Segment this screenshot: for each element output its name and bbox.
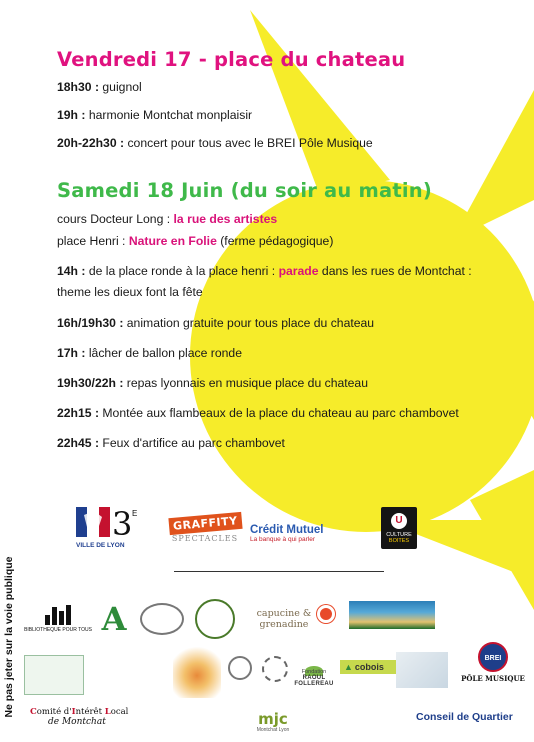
- friday-item-2: 19h : harmonie Montchat monplaisir: [57, 108, 253, 122]
- seal-icon: [228, 656, 252, 680]
- bibliotheque-logo: [24, 603, 92, 635]
- mjc-sub: Montchat Lyon: [256, 726, 290, 733]
- script-logo: [100, 654, 158, 688]
- saturday-item-5: 22h45 : Feux d'artifice au parc chambovet: [57, 436, 285, 450]
- kids-photo-logo: [396, 652, 448, 688]
- lyon-3-number: 3: [112, 505, 133, 543]
- saturday-artists-line: cours Docteur Long : la rue des artistes: [57, 212, 278, 226]
- raoul-follereau-text: [290, 666, 338, 690]
- comite-interet-local-logo: [30, 704, 130, 730]
- conseil-de-quartier: Conseil de Quartier: [416, 711, 513, 723]
- saturday-nature-line: place Henri : Nature en Folie (ferme pédagogique): [57, 234, 334, 248]
- saturday-item-4: 22h15 : Montée aux flambeaux de la place du chateau au parc chambovet: [57, 406, 459, 420]
- credit-mutuel-logo: [250, 518, 346, 548]
- litter-notice: Ne pas jeter sur la voie publique: [3, 556, 15, 718]
- lyon-3e-logo: [76, 507, 160, 549]
- culture-logo: [381, 507, 417, 549]
- swirl-icon: [262, 656, 288, 682]
- saturday-title: Samedi 18 Juin (du soir au matin): [57, 179, 432, 202]
- credit-mutuel-name: Crédit Mutuel: [250, 523, 324, 536]
- cobois-label: cobois: [354, 662, 384, 672]
- raoul-small: Fondation: [301, 669, 327, 675]
- comite-line1: Comité d'Intérêt Local: [30, 707, 129, 717]
- capucine-grenadine-logo: [252, 605, 316, 633]
- round-badge-logo: [195, 599, 235, 639]
- friday-item-3: 20h-22h30 : concert pour tous avec le BREI Pôle Musique: [57, 136, 373, 150]
- mjc-logo: [252, 705, 294, 739]
- friday-title: Vendredi 17 - place du chateau: [57, 48, 406, 71]
- friday-item-1: 18h30 : guignol: [57, 80, 142, 94]
- saturday-parade-theme: theme les dieux font la fête: [57, 285, 203, 299]
- maison-logo: [24, 655, 84, 695]
- capucine-line2: grenadine: [259, 619, 309, 630]
- culture-label: CULTURE: [386, 531, 412, 538]
- pole-musique-label: PÔLE MUSIQUE: [461, 673, 525, 683]
- lyon-label: VILLE DE LYON: [76, 542, 125, 549]
- sponsor-divider: [174, 571, 384, 572]
- lyon-flag-icon: [76, 507, 110, 537]
- saturday-item-2: 17h : lâcher de ballon place ronde: [57, 346, 242, 360]
- graffity-top: GRAFFITY: [168, 512, 242, 535]
- bibliotheque-label: BIBLIOTHEQUE POUR TOUS: [24, 627, 92, 633]
- lyon-e-suffix: E: [132, 509, 138, 518]
- flower-icon: [317, 605, 335, 623]
- oval-logo: [140, 603, 184, 635]
- mjc-label: mjc: [258, 709, 288, 728]
- comite-line2: de Montchat: [48, 717, 106, 727]
- archer-logo: [173, 642, 221, 698]
- cobois-leaf-icon: ▲: [344, 662, 353, 672]
- bibliotheque-icon: [45, 605, 71, 625]
- culture-sub: BOITES: [388, 537, 410, 544]
- beach-photo-logo: [349, 601, 435, 629]
- saturday-parade-line: 14h : de la place ronde à la place henri : parade dans les rues de Montchat :: [57, 264, 472, 278]
- culture-u-icon: U: [391, 513, 407, 529]
- credit-mutuel-tagline: La banque à qui parler: [250, 535, 316, 543]
- saturday-item-3: 19h30/22h : repas lyonnais en musique place du chateau: [57, 376, 368, 390]
- raoul-name: RAOUL FOLLEREAU: [294, 675, 334, 687]
- pole-musique-logo: [461, 637, 525, 687]
- pole-badge-icon: BREI: [478, 642, 508, 672]
- cobois-logo: [340, 660, 396, 674]
- graffity-logo: [170, 509, 240, 549]
- saturday-item-1: 16h/19h30 : animation gratuite pour tous place du chateau: [57, 316, 375, 330]
- capucine-line1: capucine &: [256, 608, 312, 619]
- a-logo: A: [101, 600, 127, 638]
- graffity-bottom: SPECTACLES: [171, 534, 239, 543]
